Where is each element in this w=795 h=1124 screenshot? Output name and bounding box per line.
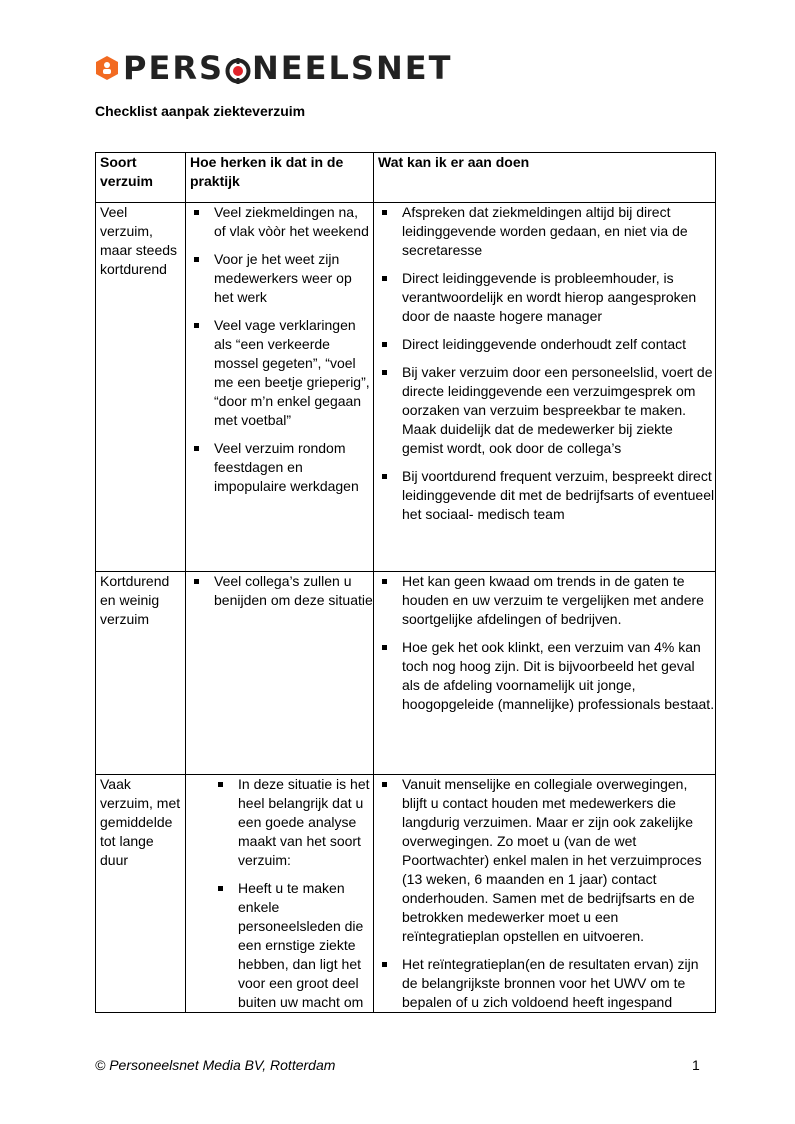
list-item: Veel vage verklaringen als “een verkeerde mossel gegeten”, “voel me een beetje grieperig”, “door m’n enkel gegaan met voetbal” xyxy=(186,316,373,430)
column-header xyxy=(186,153,374,203)
header-text: Hoe herken ik dat in de praktijk xyxy=(190,154,344,189)
actions-list xyxy=(374,203,715,524)
logo-target-icon xyxy=(225,55,251,81)
recognize-list xyxy=(186,203,373,496)
logo-text-part-1: PERS xyxy=(123,49,224,87)
list-item: Vanuit menselijke en collegiale overwegingen, blijft u contact houden met medewerkers die langdurig verzuimen. Maar er zijn ook zakelijke overwegingen. Zo moet u (van de wet Poortwachter) enkel malen in het verzuimproces (13 weken, 6 maanden en 1 jaar) contact onderhouden. Samen met de bedrijfsarts en de betrokken medewerker moet u een reïntegratieplan opstellen en uitvoeren. xyxy=(374,775,715,946)
column-header xyxy=(96,153,186,203)
list-item: Veel ziekmeldingen na, of vlak vòòr het weekend xyxy=(186,203,373,241)
table-header-row xyxy=(96,153,716,203)
header-text: Wat kan ik er aan doen xyxy=(378,154,530,170)
list-item: Het kan geen kwaad om trends in de gaten te houden en uw verzuim te vergelijken met andere soortgelijke afdelingen of bedrijven. xyxy=(374,572,715,629)
actions-list xyxy=(374,572,715,714)
list-item: Voor je het weet zijn medewerkers weer op het werk xyxy=(186,250,373,307)
list-item: Veel verzuim rondom feestdagen en impopulaire werkdagen xyxy=(186,439,373,496)
actions-cell xyxy=(374,775,716,1013)
column-header xyxy=(374,153,716,203)
logo-hexagon-icon xyxy=(95,55,119,81)
list-item: Afspreken dat ziekmeldingen altijd bij direct leidinggevende worden gedaan, en niet via de secretaresse xyxy=(374,203,715,260)
list-item: Veel collega’s zullen u benijden om deze situatie xyxy=(186,572,373,610)
list-item: Hoe gek het ook klinkt, een verzuim van 4% kan toch nog hoog zijn. Dit is bijvoorbeeld het geval als de afdeling voornamelijk uit jonge, hoogopgeleide (mannelijke) professionals bestaat. xyxy=(374,638,715,714)
checklist-table xyxy=(95,152,716,1013)
table-row xyxy=(96,203,716,572)
table-row xyxy=(96,775,716,1013)
footer-copyright: © Personeelsnet Media BV, Rotterdam xyxy=(95,1057,336,1073)
table-row xyxy=(96,572,716,775)
actions-cell xyxy=(374,203,716,572)
logo-text-part-2: NEELSNET xyxy=(252,49,453,87)
list-item: Het reïntegratieplan(en de resultaten ervan) zijn de belangrijkste bronnen voor het UWV om te bepalen of u zich voldoend heeft ingespand xyxy=(374,955,715,1012)
type-cell xyxy=(96,203,186,572)
list-item: Bij voortdurend frequent verzuim, bespreekt direct leidinggevende dit met de bedrijfsarts of eventueel het sociaal- medisch team xyxy=(374,467,715,524)
list-item: Heeft u te maken enkele personeelsleden die een ernstige ziekte hebben, dan ligt het voor een groot deel buiten uw macht om xyxy=(186,879,373,1012)
document-title: Checklist aanpak ziekteverzuim xyxy=(95,103,306,119)
list-item: Bij vaker verzuim door een personeelslid, voert de directe leidinggevende een verzuimgesprek om oorzaken van verzuim bespreekbar te maken. Maak duidelijk dat de medewerker bij ziekte gemist wordt, ook door de collega’s xyxy=(374,363,715,458)
recognize-list xyxy=(186,775,373,1012)
list-item: In deze situatie is het heel belangrijk dat u een goede analyse maakt van het soort verzuim: xyxy=(186,775,373,870)
type-text: Vaak verzuim, met gemiddelde tot lange duur xyxy=(100,776,181,868)
actions-list xyxy=(374,775,715,1012)
recognize-list xyxy=(186,572,373,610)
type-cell xyxy=(96,775,186,1013)
list-item: Direct leidinggevende onderhoudt zelf contact xyxy=(374,335,715,354)
header-text: Soort verzuim xyxy=(100,154,153,189)
recognize-cell xyxy=(186,775,374,1013)
type-text: Kortdurend en weinig verzuim xyxy=(100,573,170,627)
type-cell xyxy=(96,572,186,775)
logo-wordmark xyxy=(123,50,452,86)
page-number: 1 xyxy=(692,1057,700,1073)
list-item: Direct leidinggevende is probleemhouder, is verantwoordelijk en wordt hierop aangesproken door de naaste hogere manager xyxy=(374,269,715,326)
type-text: Veel verzuim, maar steeds kortdurend xyxy=(100,204,178,277)
recognize-cell xyxy=(186,572,374,775)
actions-cell xyxy=(374,572,716,775)
company-logo xyxy=(95,50,452,86)
recognize-cell xyxy=(186,203,374,572)
